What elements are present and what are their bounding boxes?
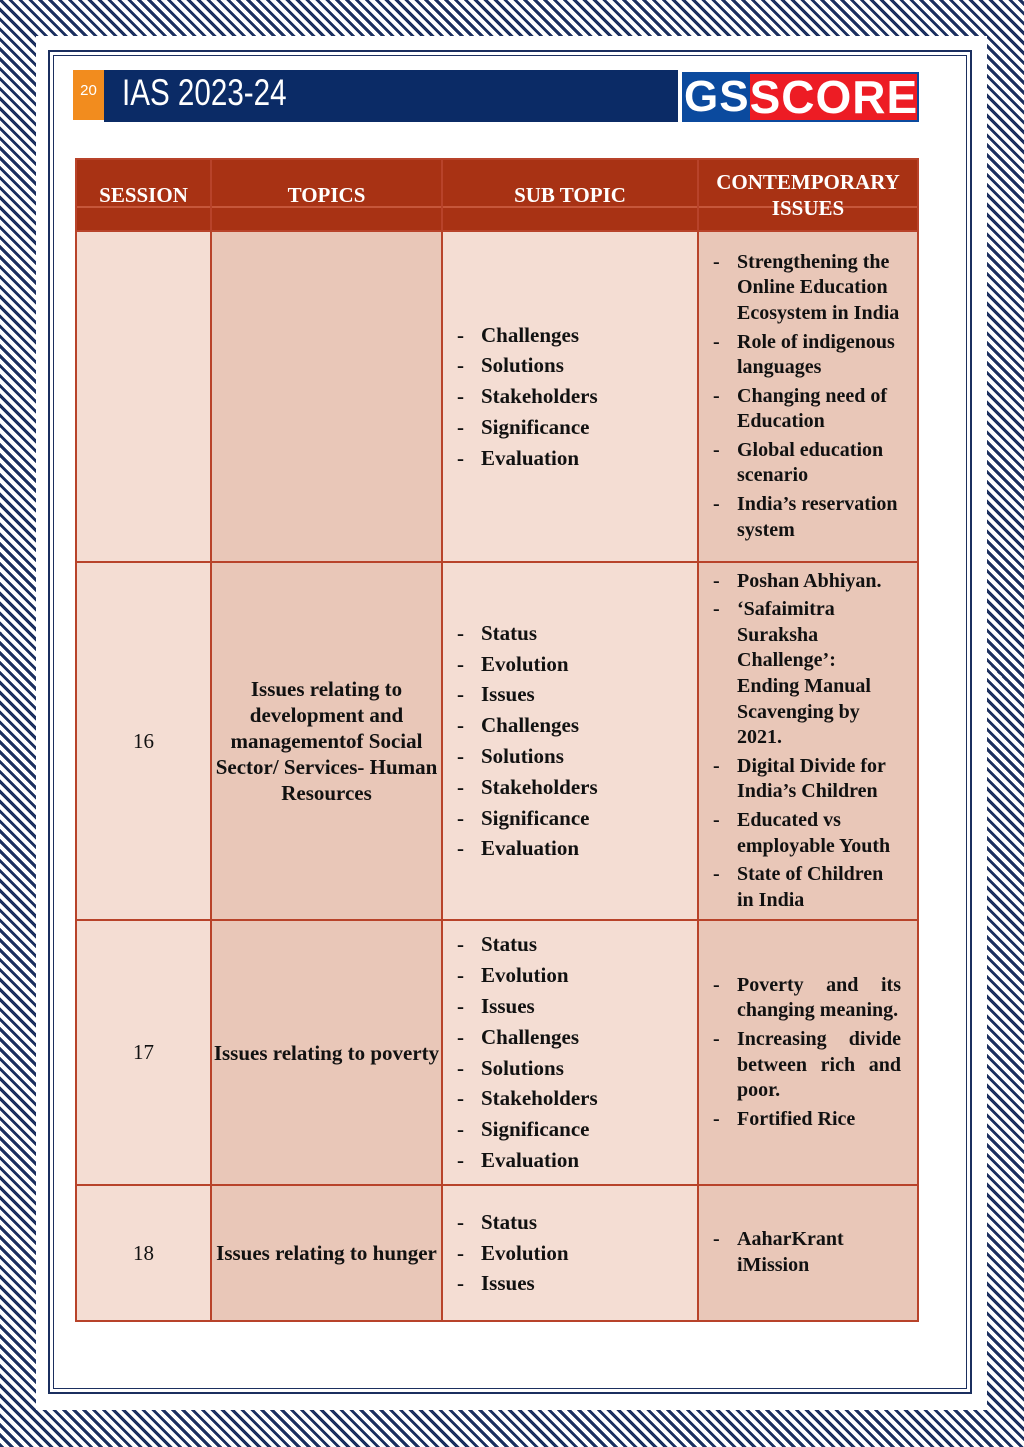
issues-cell	[698, 920, 918, 1185]
syllabus-table	[75, 158, 919, 1322]
list-item: - Role of indigenous languages	[713, 330, 901, 381]
list-item: - Significance	[457, 1114, 697, 1145]
list-item: - ‘Safaimitra Suraksha Challenge’: Ending Manual Scavenging by 2021.	[713, 597, 901, 751]
list-item: - Digital Divide for India’s Children	[713, 754, 901, 805]
list-item: - Status	[457, 1207, 697, 1238]
issues-cell	[698, 1185, 918, 1321]
list-item: - Challenges	[457, 710, 697, 741]
logo-score: SCORE	[749, 71, 919, 123]
topic-cell	[211, 231, 442, 562]
list-item: - Significance	[457, 412, 697, 443]
header-session: SESSION	[76, 159, 211, 231]
issues-cell	[698, 231, 918, 562]
table-row	[76, 920, 918, 1185]
subtopic-cell	[442, 1185, 698, 1321]
list-item: - Stakeholders	[457, 381, 697, 412]
list-item: - Global education scenario	[713, 438, 901, 489]
list-item: - Solutions	[457, 1053, 697, 1084]
list-item: - Evaluation	[457, 443, 697, 474]
subtopic-list	[443, 1207, 697, 1299]
issues-list	[699, 1227, 917, 1278]
issues-cell	[698, 562, 918, 920]
issues-list	[699, 250, 917, 544]
list-item: - Evolution	[457, 960, 697, 991]
subtopic-list	[443, 618, 697, 864]
list-item: - AaharKrant iMission	[713, 1227, 901, 1278]
subtopic-cell	[442, 920, 698, 1185]
list-item: - Evaluation	[457, 1145, 697, 1176]
header-subtopic: SUB TOPIC	[442, 159, 698, 231]
list-item: - Changing need of Education	[713, 384, 901, 435]
issues-list	[699, 569, 917, 914]
list-item: - Issues	[457, 1268, 697, 1299]
list-item: - Poverty and its changing meaning.	[713, 973, 901, 1024]
table-row	[76, 231, 918, 562]
topic-cell: Issues relating to poverty	[211, 920, 442, 1185]
list-item: - Stakeholders	[457, 1083, 697, 1114]
list-item: - Fortified Rice	[713, 1107, 901, 1133]
header-contemporary-issues: CONTEMPORARY ISSUES	[698, 159, 918, 231]
topic-cell: Issues relating to hunger	[211, 1185, 442, 1321]
list-item: - Poshan Abhiyan.	[713, 569, 901, 595]
list-item: - Evolution	[457, 1238, 697, 1269]
gs-score-logo	[682, 72, 919, 122]
list-item: - Educated vs employable Youth	[713, 808, 901, 859]
list-item: - State of Children in India	[713, 862, 901, 913]
session-cell	[76, 231, 211, 562]
list-item: - Evaluation	[457, 833, 697, 864]
topic-cell: Issues relating to development and managementof Social Sector/ Services- Human Resources	[211, 562, 442, 920]
session-cell: 16	[76, 562, 211, 920]
table-row	[76, 1185, 918, 1321]
list-item: - Increasing divide between rich and poor.	[713, 1027, 901, 1104]
list-item: - India’s reservation system	[713, 492, 901, 543]
list-item: - Significance	[457, 803, 697, 834]
list-item: - Solutions	[457, 741, 697, 772]
table-row	[76, 562, 918, 920]
session-cell: 18	[76, 1185, 211, 1321]
page-number: 20	[73, 70, 104, 120]
list-item: - Evolution	[457, 649, 697, 680]
list-item: - Stakeholders	[457, 772, 697, 803]
session-cell: 17	[76, 920, 211, 1185]
table-header-row	[76, 159, 918, 231]
list-item: - Challenges	[457, 1022, 697, 1053]
subtopic-list	[443, 320, 697, 474]
list-item: - Status	[457, 929, 697, 960]
subtopic-cell	[442, 231, 698, 562]
list-item: - Issues	[457, 679, 697, 710]
list-item: - Solutions	[457, 350, 697, 381]
series-title: IAS 2023-24	[122, 72, 287, 113]
list-item: - Issues	[457, 991, 697, 1022]
list-item: - Challenges	[457, 320, 697, 351]
list-item: - Status	[457, 618, 697, 649]
subtopic-list	[443, 929, 697, 1175]
logo-gs: GS	[684, 72, 750, 121]
header-topics: TOPICS	[211, 159, 442, 231]
list-item: - Strengthening the Online Education Ecosystem in India	[713, 250, 901, 327]
subtopic-cell	[442, 562, 698, 920]
issues-list	[699, 973, 917, 1133]
